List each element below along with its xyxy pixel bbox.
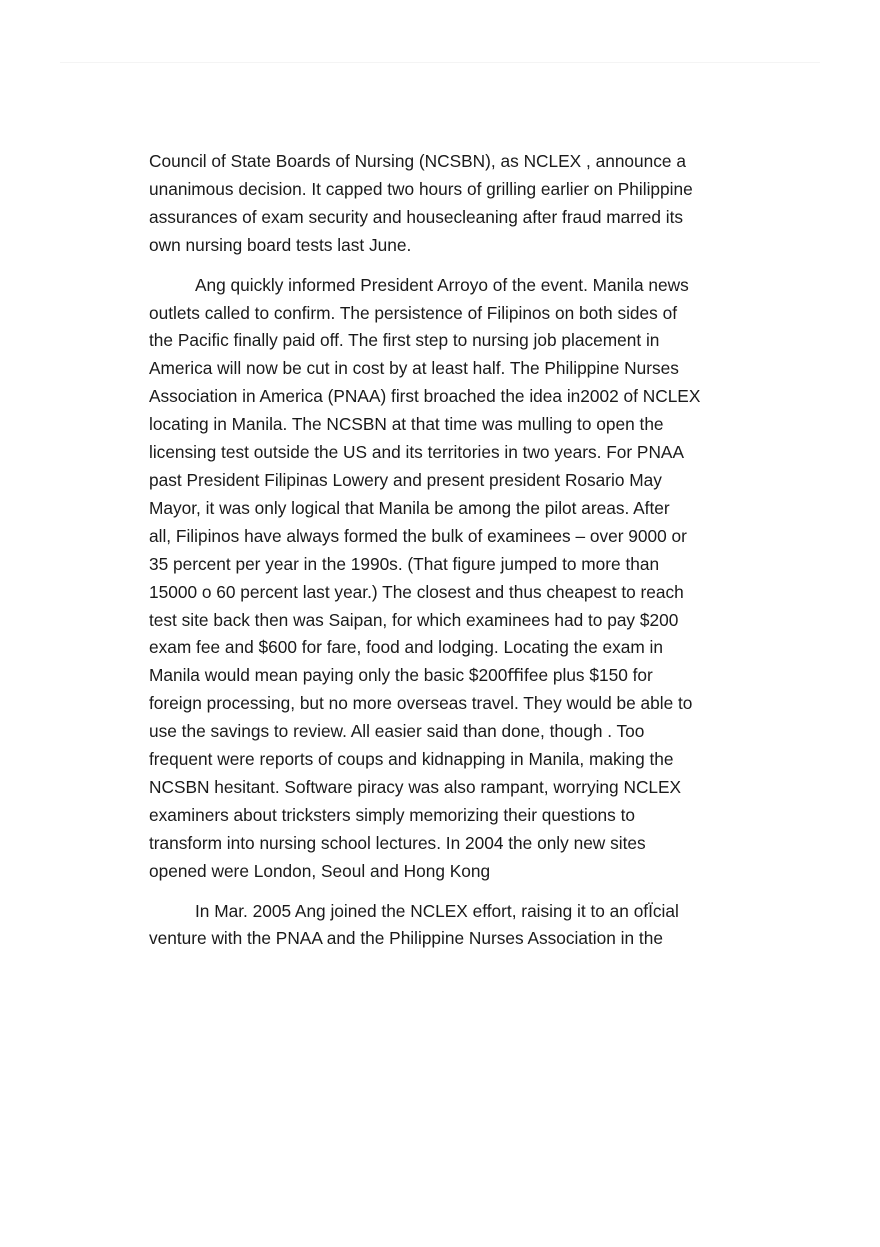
paragraph-2-line: past President Filipinas Lowery and present president Rosario May xyxy=(149,469,662,490)
paragraph-2-line: frequent were reports of coups and kidnapping in Manila, making the xyxy=(149,749,674,770)
header-rule xyxy=(60,62,820,63)
paragraph-2-line: all, Filipinos have always formed the bulk of examinees – over 9000 or xyxy=(149,525,687,546)
paragraph-2 xyxy=(149,272,739,886)
paragraph-3-line: venture with the PNAA and the Philippine Nurses Association in the xyxy=(149,928,663,949)
document-body xyxy=(149,148,739,965)
paragraph-2-line: Association in America (PNAA) first broached the idea in2002 of NCLEX xyxy=(149,386,701,407)
paragraph-3 xyxy=(149,898,739,954)
paragraph-2-line: NCSBN hesitant. Software piracy was also rampant, worrying NCLEX xyxy=(149,776,682,797)
paragraph-2-line: 35 percent per year in the 1990s. (That figure jumped to more than xyxy=(149,553,660,574)
paragraph-2-line: exam fee and $600 for fare, food and lodging. Locating the exam in xyxy=(149,637,663,658)
paragraph-1-line: assurances of exam security and housecleaning after fraud marred its xyxy=(149,206,684,227)
paragraph-2-line: the Pacific finally paid off. The first step to nursing job placement in xyxy=(149,330,660,351)
paragraph-2-line: test site back then was Saipan, for which examinees had to pay $200 xyxy=(149,609,679,630)
paragraph-1 xyxy=(149,148,739,260)
paragraph-3-line: In Mar. 2005 Ang joined the NCLEX effort, raising it to an ofÏcial xyxy=(195,900,679,921)
paragraph-2-line: opened were London, Seoul and Hong Kong xyxy=(149,860,491,881)
paragraph-1-line: Council of State Boards of Nursing (NCSBN), as NCLEX , announce a xyxy=(149,151,686,171)
paragraph-1-line: own nursing board tests last June. xyxy=(149,234,412,255)
paragraph-2-line: Ang quickly informed President Arroyo of the event. Manila news xyxy=(195,274,689,295)
paragraph-2-line: America will now be cut in cost by at least half. The Philippine Nurses xyxy=(149,358,679,379)
paragraph-2-line: locating in Manila. The NCSBN at that time was mulling to open the xyxy=(149,414,664,435)
paragraph-1-line: unanimous decision. It capped two hours of grilling earlier on Philippine xyxy=(149,178,693,199)
paragraph-2-line: examiners about tricksters simply memorizing their questions to xyxy=(149,804,635,825)
paragraph-2-line: Manila would mean paying only the basic $200ﬃfee plus $150 for xyxy=(149,665,653,686)
paragraph-2-line: transform into nursing school lectures. In 2004 the only new sites xyxy=(149,832,646,853)
paragraph-2-line: outlets called to confirm. The persistence of Filipinos on both sides of xyxy=(149,302,677,323)
paragraph-2-line: foreign processing, but no more overseas travel. They would be able to xyxy=(149,693,693,714)
paragraph-2-line: licensing test outside the US and its territories in two years. For PNAA xyxy=(149,442,684,463)
paragraph-2-line: use the savings to review. All easier said than done, though . Too xyxy=(149,721,645,742)
paragraph-2-line: 15000 o 60 percent last year.) The closest and thus cheapest to reach xyxy=(149,581,684,602)
paragraph-2-line: Mayor, it was only logical that Manila be among the pilot areas. After xyxy=(149,497,670,518)
